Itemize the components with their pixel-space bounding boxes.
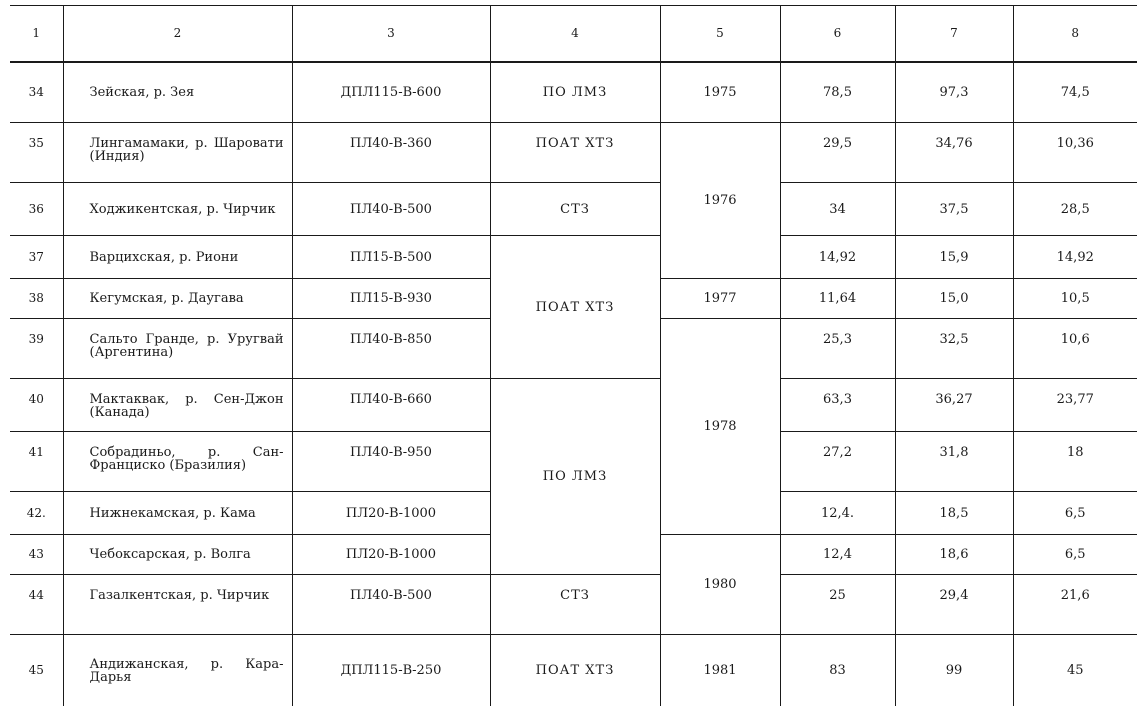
- header-row: [10, 6, 1137, 62]
- header-cell: 8: [1013, 6, 1137, 62]
- table-row: [10, 123, 1137, 183]
- value-col7: 97,3: [895, 62, 1013, 123]
- value-col7: 15,0: [895, 279, 1013, 319]
- manufacturer: ПОАТ ХТЗ: [490, 236, 660, 379]
- station-name: Собрадиньо, р. Сан-Франциско (Бразилия): [63, 432, 292, 492]
- value-col6: 11,64: [780, 279, 895, 319]
- value-col7: 15,9: [895, 236, 1013, 279]
- row-number: 43: [10, 535, 63, 575]
- table-row: [10, 379, 1137, 432]
- value-col8: 10,6: [1013, 319, 1137, 379]
- value-col8: 21,6: [1013, 575, 1137, 635]
- row-number: 40: [10, 379, 63, 432]
- value-col8: 10,5: [1013, 279, 1137, 319]
- row-number: 39: [10, 319, 63, 379]
- station-name: Кегумская, р. Даугава: [63, 279, 292, 319]
- row-number: 41: [10, 432, 63, 492]
- turbine-model: ПЛ40-В-500: [292, 183, 490, 236]
- value-col6: 25: [780, 575, 895, 635]
- row-number: 35: [10, 123, 63, 183]
- station-name: Лингамамаки, р. Шаровати (Индия): [63, 123, 292, 183]
- station-name: Андижанская, р. Кара-Дарья: [63, 635, 292, 707]
- header-cell: 4: [490, 6, 660, 62]
- year: 1976: [660, 123, 780, 279]
- value-col8: 14,92: [1013, 236, 1137, 279]
- manufacturer: СТЗ: [490, 575, 660, 635]
- row-number: 37: [10, 236, 63, 279]
- table-row: [10, 62, 1137, 123]
- year: 1978: [660, 319, 780, 535]
- header-cell: 7: [895, 6, 1013, 62]
- turbine-model: ДПЛ115-В-600: [292, 62, 490, 123]
- value-col8: 6,5: [1013, 492, 1137, 535]
- manufacturer: ПО ЛМЗ: [490, 379, 660, 575]
- value-col6: 12,4: [780, 535, 895, 575]
- value-col6: 29,5: [780, 123, 895, 183]
- turbine-model: ПЛ20-В-1000: [292, 492, 490, 535]
- value-col7: 32,5: [895, 319, 1013, 379]
- turbine-model: ПЛ40-В-950: [292, 432, 490, 492]
- value-col7: 36,27: [895, 379, 1013, 432]
- value-col7: 18,5: [895, 492, 1013, 535]
- turbine-model: ПЛ40-В-500: [292, 575, 490, 635]
- manufacturer: СТЗ: [490, 183, 660, 236]
- station-name: Чебоксарская, р. Волга: [63, 535, 292, 575]
- value-col7: 37,5: [895, 183, 1013, 236]
- value-col7: 29,4: [895, 575, 1013, 635]
- station-name: Ходжикентская, р. Чирчик: [63, 183, 292, 236]
- value-col6: 25,3: [780, 319, 895, 379]
- row-number: 45: [10, 635, 63, 707]
- value-col8: 18: [1013, 432, 1137, 492]
- turbine-model: ПЛ40-В-660: [292, 379, 490, 432]
- value-col8: 28,5: [1013, 183, 1137, 236]
- table-row: [10, 575, 1137, 635]
- turbine-model: ПЛ15-В-930: [292, 279, 490, 319]
- value-col7: 31,8: [895, 432, 1013, 492]
- table-row: [10, 635, 1137, 707]
- row-number: 42.: [10, 492, 63, 535]
- value-col6: 83: [780, 635, 895, 707]
- value-col8: 45: [1013, 635, 1137, 707]
- header-cell: 6: [780, 6, 895, 62]
- row-number: 34: [10, 62, 63, 123]
- row-number: 38: [10, 279, 63, 319]
- station-name: Зейская, р. Зея: [63, 62, 292, 123]
- manufacturer: ПОАТ ХТЗ: [490, 123, 660, 183]
- turbine-model: ПЛ40-В-850: [292, 319, 490, 379]
- header-cell: 1: [10, 6, 63, 62]
- table-row: [10, 236, 1137, 279]
- value-col6: 14,92: [780, 236, 895, 279]
- value-col8: 10,36: [1013, 123, 1137, 183]
- station-name: Газалкентская, р. Чирчик: [63, 575, 292, 635]
- manufacturer: ПО ЛМЗ: [490, 62, 660, 123]
- year: 1977: [660, 279, 780, 319]
- value-col7: 99: [895, 635, 1013, 707]
- header-cell: 5: [660, 6, 780, 62]
- row-number: 36: [10, 183, 63, 236]
- manufacturer: ПОАТ ХТЗ: [490, 635, 660, 707]
- turbine-model: ПЛ15-В-500: [292, 236, 490, 279]
- row-number: 44: [10, 575, 63, 635]
- value-col6: 78,5: [780, 62, 895, 123]
- turbine-model: ПЛ40-В-360: [292, 123, 490, 183]
- value-col6: 27,2: [780, 432, 895, 492]
- station-name: Сальто Гранде, р. Уругвай (Аргентина): [63, 319, 292, 379]
- value-col6: 34: [780, 183, 895, 236]
- turbine-model: ДПЛ115-В-250: [292, 635, 490, 707]
- value-col6: 12,4.: [780, 492, 895, 535]
- year: 1981: [660, 635, 780, 707]
- station-name: Мактаквак, р. Сен-Джон (Канада): [63, 379, 292, 432]
- value-col7: 18,6: [895, 535, 1013, 575]
- value-col8: 6,5: [1013, 535, 1137, 575]
- turbine-table: [10, 5, 1137, 706]
- year: 1975: [660, 62, 780, 123]
- year: 1980: [660, 535, 780, 635]
- header-cell: 3: [292, 6, 490, 62]
- value-col8: 23,77: [1013, 379, 1137, 432]
- value-col8: 74,5: [1013, 62, 1137, 123]
- value-col6: 63,3: [780, 379, 895, 432]
- station-name: Нижнекамская, р. Кама: [63, 492, 292, 535]
- header-cell: 2: [63, 6, 292, 62]
- station-name: Варцихская, р. Риони: [63, 236, 292, 279]
- table-row: [10, 183, 1137, 236]
- value-col7: 34,76: [895, 123, 1013, 183]
- turbine-model: ПЛ20-В-1000: [292, 535, 490, 575]
